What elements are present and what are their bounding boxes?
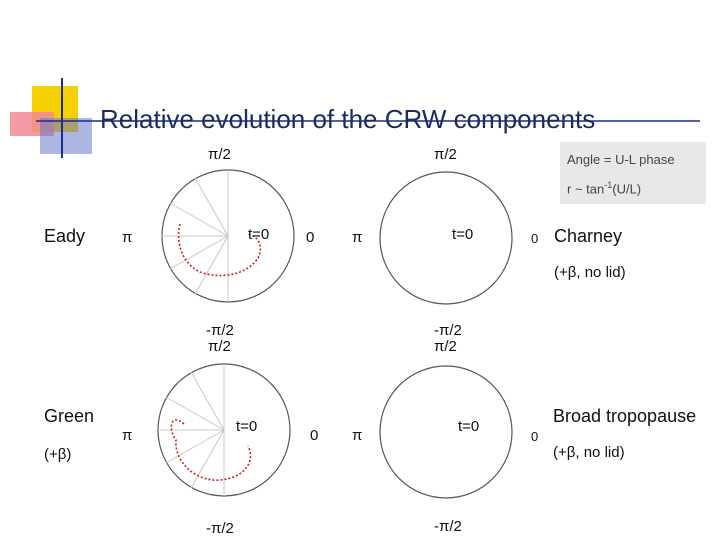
broad-angle-left: π [352, 427, 363, 444]
broad-origin: t=0 [458, 418, 480, 435]
broad-polar [380, 366, 512, 498]
eady-grid-line [170, 203, 228, 236]
green-note: (+β) [44, 446, 72, 463]
charney-angle-bottom: -π/2 [434, 322, 462, 339]
broad-angle-top: π/2 [434, 338, 457, 355]
broad-label: Broad tropopause [553, 406, 697, 426]
charney-polar [380, 172, 512, 304]
green-grid-line [191, 372, 224, 430]
eady-angle-right: 0 [306, 229, 315, 246]
green-label: Green [44, 406, 95, 426]
eady-origin: t=0 [248, 226, 270, 243]
info-radius-line: r ~ $\tan^{-1}(U/L)$ [567, 180, 642, 197]
green-grid-line [166, 430, 224, 463]
slide-title: Relative evolution of the CRW components [100, 104, 596, 134]
info-angle-line: Angle = U-L phase [567, 152, 675, 167]
charney-angle-left: π [352, 229, 363, 246]
charney-angle-right: 0 [531, 231, 539, 246]
charney-note: (+β, no lid) [554, 264, 626, 281]
charney-outer-circle [380, 172, 512, 304]
eady-label: Eady [44, 226, 86, 246]
green-angle-top: π/2 [208, 338, 231, 355]
charney-origin: t=0 [452, 226, 474, 243]
green-grid-line [191, 430, 224, 488]
green-grid-line [166, 397, 224, 430]
charney-angle-top: π/2 [434, 146, 457, 163]
broad-angle-right: 0 [531, 429, 539, 444]
green-angle-left: π [122, 427, 133, 444]
eady-angle-top: π/2 [208, 146, 231, 163]
charney-label: Charney [554, 226, 623, 246]
green-angle-right: 0 [310, 427, 319, 444]
eady-angle-bottom: -π/2 [206, 322, 234, 339]
broad-outer-circle [380, 366, 512, 498]
broad-note: (+β, no lid) [553, 444, 625, 461]
eady-polar [161, 170, 294, 302]
eady-grid-line [195, 178, 228, 236]
broad-angle-bottom: -π/2 [434, 518, 462, 535]
eady-grid-line [195, 236, 228, 294]
green-origin: t=0 [236, 418, 258, 435]
green-polar [158, 364, 290, 496]
eady-angle-left: π [122, 229, 133, 246]
green-angle-bottom: -π/2 [206, 520, 234, 537]
